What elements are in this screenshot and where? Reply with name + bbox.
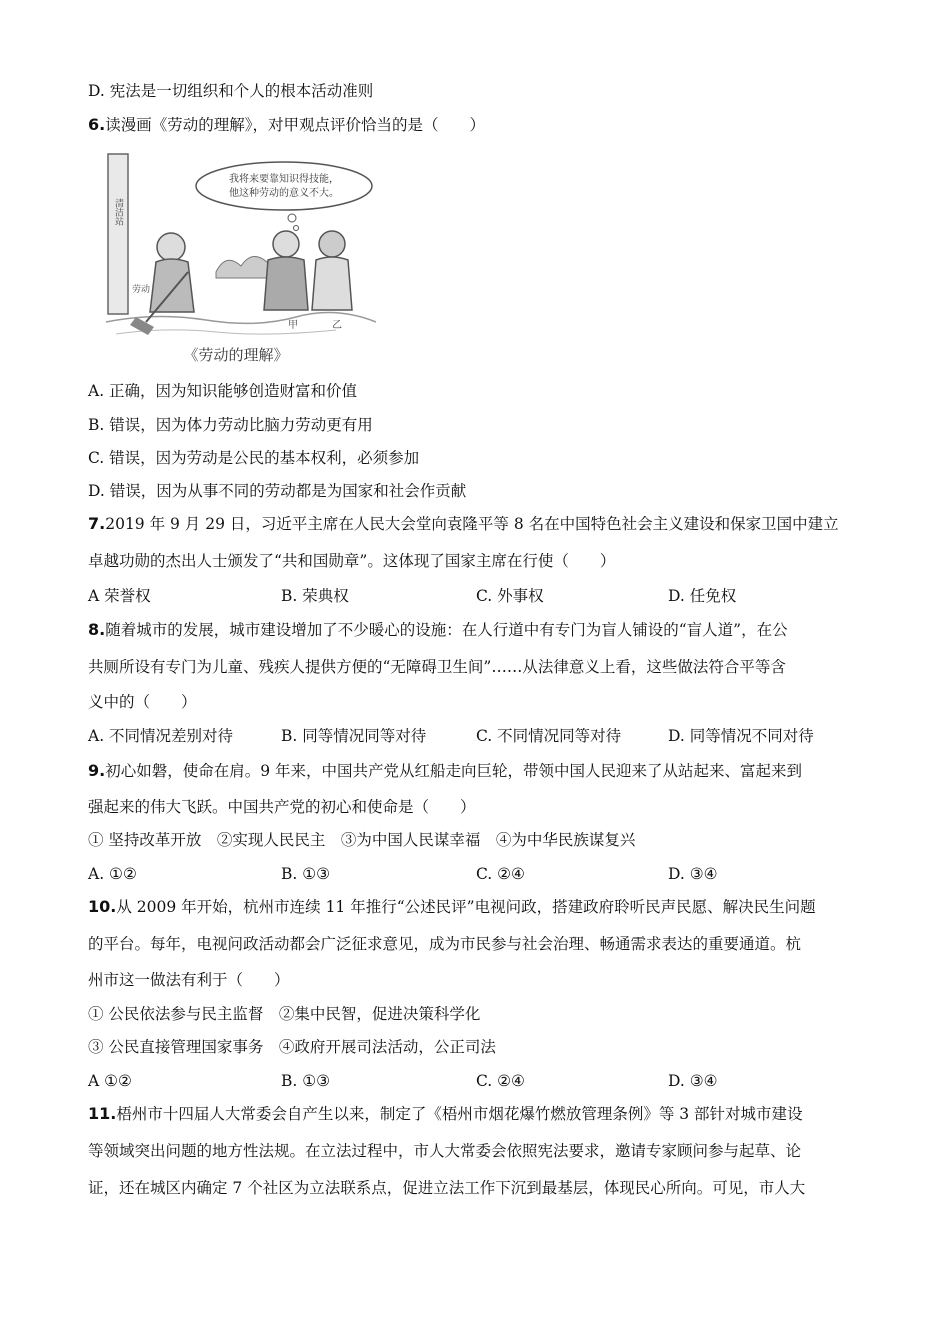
q6-cartoon [96, 152, 386, 368]
cartoon-bubble-line2: 他这种劳动的意义不大。 [229, 188, 339, 199]
cartoon-label-yi: 乙 [332, 320, 342, 331]
q10-stem-line3: 州市这一做法有利于（ ） [88, 971, 290, 989]
q11-stem-line2: 等领域突出问题的地方性法规。在立法过程中，市人大常委会依照宪法要求，邀请专家顾问参与起草、论 [88, 1142, 802, 1160]
q8-option-c: C. 不同情况同等对待 [476, 727, 622, 745]
q7-stem-line2: 卓越功勋的杰出人士颁发了“共和国勋章”。这体现了国家主席在行使（ ） [88, 552, 616, 570]
q10-stem-line2: 的平台。每年，电视问政活动都会广泛征求意见，成为市民参与社会治理、畅通需求表达的重要通道。杭 [88, 935, 802, 953]
q11-number: 11. [88, 1104, 117, 1123]
q10-items-line2: ③ 公民直接管理国家事务 ④政府开展司法活动，公正司法 [88, 1038, 496, 1056]
q9-stem-line1 [88, 760, 802, 782]
cartoon-bubble-line1: 我将来要靠知识得技能， [229, 174, 339, 185]
cartoon-caption: 《劳动的理解》 [183, 346, 289, 364]
q7-option-c: C. 外事权 [476, 587, 544, 605]
q11-stem-line1 [88, 1103, 803, 1125]
q10-option-d: D. ③④ [668, 1072, 718, 1090]
q5-option-d: D. 宪法是一切组织和个人的根本活动准则 [88, 82, 374, 100]
q11-stem-line3: 证，还在城区内确定 7 个社区为立法联系点，促进立法工作下沉到最基层，体现民心所向。可见，市人大 [88, 1179, 806, 1197]
q7-option-a: A 荣誉权 [88, 587, 151, 605]
q8-stem-line1 [88, 619, 788, 641]
q7-stem-line1 [88, 513, 839, 535]
q6-option-a: A. 正确，因为知识能够创造财富和价值 [88, 382, 358, 400]
q6-option-b: B. 错误，因为体力劳动比脑力劳动更有用 [88, 416, 373, 434]
q9-option-a: A. ①② [88, 865, 137, 883]
q9-option-d: D. ③④ [668, 865, 718, 883]
q9-option-b: B. ①③ [281, 865, 331, 883]
q9-number: 9. [88, 761, 106, 780]
q10-stem-text-1: 从 2009 年开始，杭州市连续 11 年推行“公述民评”电视问政，搭建政府聆听民声民愿、解决民生问题 [116, 898, 816, 916]
q8-stem-line3: 义中的（ ） [88, 693, 197, 711]
q8-stem-line2: 共厕所设有专门为儿童、残疾人提供方便的“无障碍卫生间”……从法律意义上看，这些做法符合平等含 [88, 658, 786, 676]
cartoon-sign: 清洁站 [113, 198, 123, 226]
q6-number: 6. [88, 115, 106, 134]
q9-stem-line2: 强起来的伟大飞跃。中国共产党的初心和使命是（ ） [88, 798, 476, 816]
q6-option-d: D. 错误，因为从事不同的劳动都是为国家和社会作贡献 [88, 482, 467, 500]
q9-stem-text-1: 初心如磐，使命在肩。9 年来，中国共产党从红船走向巨轮，带领中国人民迎来了从站起来、富起来到 [105, 762, 803, 780]
q10-option-c: C. ②④ [476, 1072, 525, 1090]
q11-stem-text-1: 梧州市十四届人大常委会自产生以来，制定了《梧州市烟花爆竹燃放管理条例》等 3 部针对城市建设 [116, 1105, 803, 1123]
q6-stem [88, 114, 485, 136]
q7-number: 7. [88, 514, 106, 533]
q7-stem-text-1: 2019 年 9 月 29 日，习近平主席在人民大会堂向袁隆平等 8 名在中国特色社会主义建设和保家卫国中建立 [105, 515, 839, 533]
q10-number: 10. [88, 897, 117, 916]
q8-option-a: A. 不同情况差别对待 [88, 727, 234, 745]
q8-option-d: D. 同等情况不同对待 [668, 727, 814, 745]
labor-cartoon-illustration [96, 152, 386, 368]
q8-stem-text-1: 随着城市的发展，城市建设增加了不少暖心的设施：在人行道中有专门为盲人铺设的“盲人道”，在公 [105, 621, 788, 639]
q10-items-line1: ① 公民依法参与民主监督 ②集中民智，促进决策科学化 [88, 1005, 481, 1023]
q7-option-b: B. 荣典权 [281, 587, 349, 605]
q9-option-c: C. ②④ [476, 865, 525, 883]
q10-option-a: A ①② [88, 1072, 132, 1090]
q10-option-b: B. ①③ [281, 1072, 331, 1090]
q7-option-d: D. 任免权 [668, 587, 737, 605]
cartoon-label-jia: 甲 [288, 320, 298, 331]
q6-stem-text: 读漫画《劳动的理解》，对甲观点评价恰当的是（ ） [105, 116, 485, 134]
q10-stem-line1 [88, 896, 816, 918]
q6-option-c: C. 错误，因为劳动是公民的基本权利，必须参加 [88, 449, 420, 467]
q8-number: 8. [88, 620, 106, 639]
q8-option-b: B. 同等情况同等对待 [281, 727, 427, 745]
q9-items: ① 坚持改革开放 ②实现人民民主 ③为中国人民谋幸福 ④为中华民族谋复兴 [88, 831, 636, 849]
cartoon-broom-label: 劳动 [132, 285, 151, 295]
